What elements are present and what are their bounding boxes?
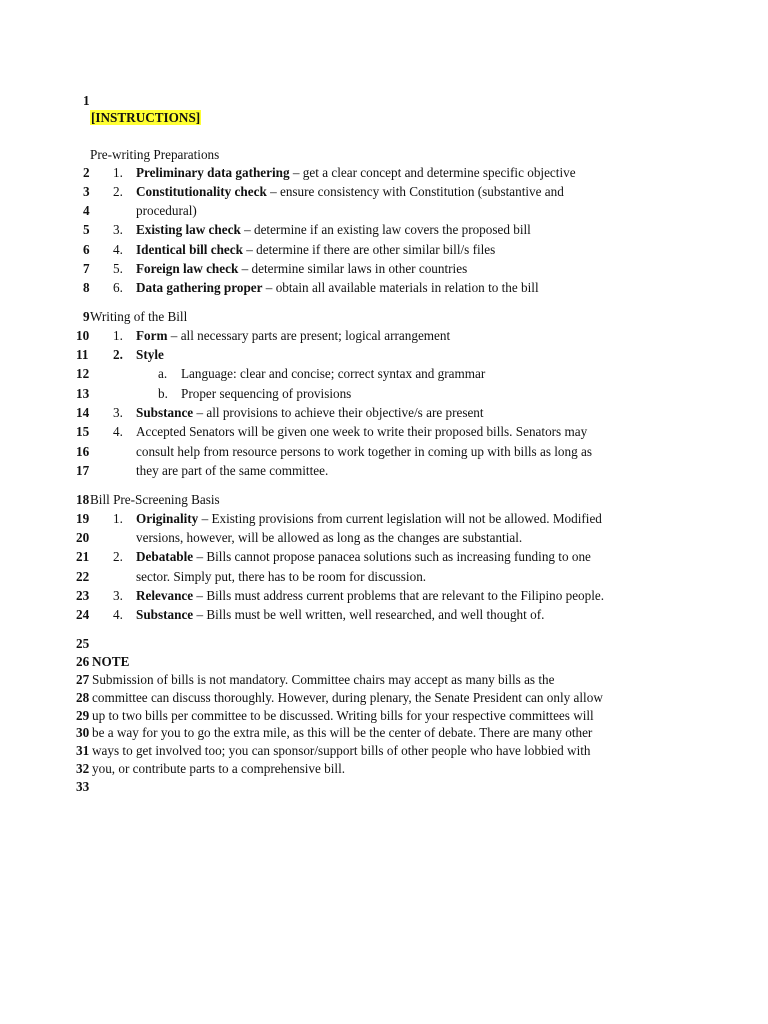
- list-item: Substance – all provisions to achieve their objective/s are present: [136, 405, 484, 420]
- list-marker: 3.: [113, 222, 123, 237]
- line-number: 12: [76, 366, 90, 381]
- line-number: 17: [76, 463, 90, 478]
- line-number: 10: [76, 328, 90, 343]
- note-line: Submission of bills is not mandatory. Committee chairs may accept as many bills as the: [92, 672, 555, 687]
- line-number: 30: [76, 725, 90, 740]
- list-item: Style: [136, 347, 164, 362]
- list-item-continuation: they are part of the same committee.: [136, 463, 329, 478]
- line-number: 22: [76, 569, 90, 584]
- line-number: 9: [83, 309, 90, 324]
- list-item: Relevance – Bills must address current problems that are relevant to the Filipino people.: [136, 588, 605, 603]
- list-item: Accepted Senators will be given one week to write their proposed bills. Senators may: [136, 424, 588, 439]
- list-item: Debatable – Bills cannot propose panacea solutions such as increasing funding to one: [136, 549, 591, 564]
- list-item: Substance – Bills must be well written, well researched, and well thought of.: [136, 607, 545, 622]
- line-number: 5: [83, 222, 90, 237]
- note-line: you, or contribute parts to a comprehensive bill.: [92, 761, 346, 776]
- line-number: 26: [76, 654, 90, 669]
- section-heading-writing: Writing of the Bill: [90, 309, 188, 324]
- list-item-continuation: consult help from resource persons to work together in coming up with bills as long as: [136, 444, 592, 459]
- note-heading: NOTE: [92, 654, 130, 669]
- sub-list-marker: b.: [158, 386, 168, 401]
- line-number: 28: [76, 690, 90, 705]
- line-number: 18: [76, 492, 90, 507]
- list-marker: 2.: [113, 184, 123, 199]
- sub-list-item: Proper sequencing of provisions: [181, 386, 352, 401]
- line-number: 19: [76, 511, 90, 526]
- line-number: 1: [83, 93, 90, 108]
- line-number: 3: [83, 184, 90, 199]
- line-number: 33: [76, 779, 90, 794]
- note-line: committee can discuss thoroughly. However, during plenary, the Senate President can only allow: [92, 690, 603, 705]
- note-line: ways to get involved too; you can sponsor/support bills of other people who have lobbied with: [92, 743, 591, 758]
- line-number: 20: [76, 530, 90, 545]
- line-number: 32: [76, 761, 90, 776]
- list-marker: 4.: [113, 607, 123, 622]
- line-number: 29: [76, 708, 90, 723]
- list-marker: 3.: [113, 405, 123, 420]
- note-line: be a way for you to go the extra mile, as this will be the center of debate. There are many other: [92, 725, 593, 740]
- list-item: Data gathering proper – obtain all available materials in relation to the bill: [136, 280, 539, 295]
- list-marker: 2.: [113, 549, 123, 564]
- list-item-continuation: versions, however, will be allowed as long as the changes are substantial.: [136, 530, 523, 545]
- section-heading-prescreening: Bill Pre-Screening Basis: [90, 492, 220, 507]
- note-line: up to two bills per committee to be discussed. Writing bills for your respective committees will: [92, 708, 594, 723]
- list-item: Originality – Existing provisions from current legislation will not be allowed. Modified: [136, 511, 602, 526]
- highlighted-instructions: [INSTRUCTIONS]: [91, 110, 201, 125]
- line-number: 15: [76, 424, 90, 439]
- line-number: 11: [76, 347, 89, 362]
- line-number: 2: [83, 165, 90, 180]
- list-marker: 5.: [113, 261, 123, 276]
- list-marker: 1.: [113, 511, 123, 526]
- line-number: 6: [83, 242, 90, 257]
- instructions-label: [90, 109, 201, 126]
- line-number: 8: [83, 280, 90, 295]
- line-number: 27: [76, 672, 90, 687]
- list-item: Preliminary data gathering – get a clear concept and determine specific objective: [136, 165, 576, 180]
- line-number: 24: [76, 607, 90, 622]
- list-item: Identical bill check – determine if there are other similar bill/s files: [136, 242, 496, 257]
- line-number: 25: [76, 636, 90, 651]
- line-number: 21: [76, 549, 90, 564]
- list-item-continuation: sector. Simply put, there has to be room for discussion.: [136, 569, 427, 584]
- list-marker: 4.: [113, 242, 123, 257]
- line-number: 16: [76, 444, 90, 459]
- section-heading-prewriting: Pre-writing Preparations: [90, 147, 220, 162]
- line-number: 23: [76, 588, 90, 603]
- line-number: 4: [83, 203, 90, 218]
- list-item: Form – all necessary parts are present; logical arrangement: [136, 328, 451, 343]
- list-marker: 4.: [113, 424, 123, 439]
- list-item: Foreign law check – determine similar laws in other countries: [136, 261, 468, 276]
- list-item-continuation: procedural): [136, 203, 197, 218]
- line-number: 7: [83, 261, 90, 276]
- list-marker: 1.: [113, 165, 123, 180]
- sub-list-marker: a.: [158, 366, 168, 381]
- list-marker: 6.: [113, 280, 123, 295]
- line-number: 13: [76, 386, 90, 401]
- line-number: 14: [76, 405, 90, 420]
- list-marker: 1.: [113, 328, 123, 343]
- list-item: Existing law check – determine if an existing law covers the proposed bill: [136, 222, 531, 237]
- list-item: Constitutionality check – ensure consistency with Constitution (substantive and: [136, 184, 564, 199]
- list-marker: 3.: [113, 588, 123, 603]
- sub-list-item: Language: clear and concise; correct syntax and grammar: [181, 366, 486, 381]
- list-marker: 2.: [113, 347, 123, 362]
- line-number: 31: [76, 743, 90, 758]
